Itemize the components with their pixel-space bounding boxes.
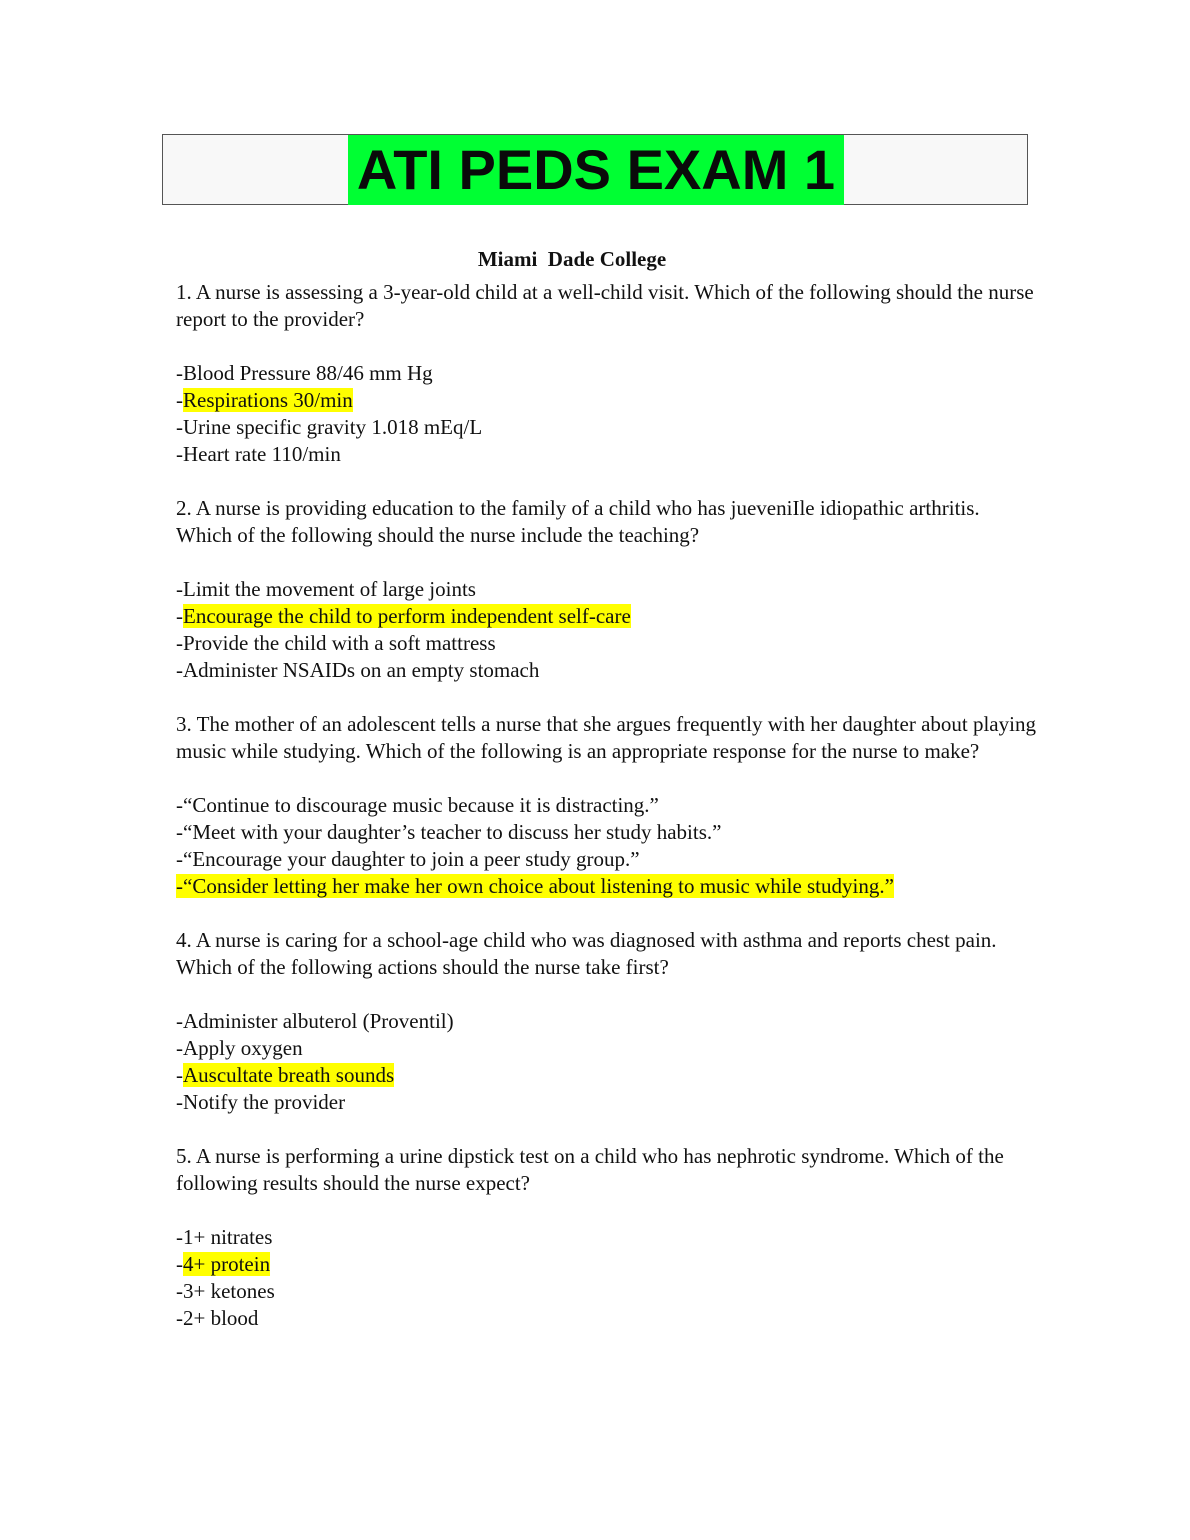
- option-text: 1+ nitrates: [183, 1225, 273, 1249]
- option-dash: -: [176, 1279, 183, 1303]
- correct-answer-option: [176, 1251, 1036, 1278]
- question-prompt: 1. A nurse is assessing a 3-year-old child at a well-child visit. Which of the following should the nurse report to the provider?: [176, 280, 1034, 331]
- option-dash: -: [176, 388, 183, 412]
- option-dash: -: [176, 1225, 183, 1249]
- answer-option: [176, 576, 1036, 603]
- question-prompt: 2. A nurse is providing education to the family of a child who has jueveniIle idiopathic arthritis. Which of the following should the nurse include the teaching?: [176, 496, 980, 547]
- option-dash: -: [176, 1036, 183, 1060]
- college-name: Miami Dade College: [477, 247, 667, 271]
- option-dash: -: [176, 1009, 183, 1033]
- option-dash: -: [176, 1090, 183, 1114]
- option-dash: -: [176, 1306, 183, 1330]
- answer-options: [176, 360, 1036, 468]
- option-text: Administer NSAIDs on an empty stomach: [183, 658, 540, 682]
- option-dash: -: [176, 658, 183, 682]
- option-text: 2+ blood: [183, 1306, 259, 1330]
- option-text: Provide the child with a soft mattress: [183, 631, 496, 655]
- title-box: [162, 134, 1028, 205]
- option-dash: -: [176, 1063, 183, 1087]
- question-prompt: 4. A nurse is caring for a school-age child who was diagnosed with asthma and reports chest pain. Which of the following actions should the nurse take first?: [176, 928, 997, 979]
- option-text: “Continue to discourage music because it is distracting.”: [183, 793, 659, 817]
- option-text: Limit the movement of large joints: [183, 577, 476, 601]
- answer-option: [176, 1224, 1036, 1251]
- answer-options: [176, 576, 1036, 684]
- answer-options: [176, 1224, 1036, 1332]
- answer-option: [176, 792, 1036, 819]
- option-dash: -: [176, 415, 183, 439]
- question-list: [176, 279, 1036, 1359]
- option-text: 3+ ketones: [183, 1279, 275, 1303]
- option-dash: -: [176, 604, 183, 628]
- option-text: Auscultate breath sounds: [183, 1063, 395, 1087]
- option-dash: -: [176, 631, 183, 655]
- option-dash: -: [176, 820, 183, 844]
- answer-options: [176, 792, 1036, 900]
- option-text: Respirations 30/min: [183, 388, 353, 412]
- option-text: Notify the provider: [183, 1090, 346, 1114]
- answer-option: [176, 1035, 1036, 1062]
- option-text: Administer albuterol (Proventil): [183, 1009, 454, 1033]
- option-dash: -: [176, 361, 183, 385]
- question-prompt: 5. A nurse is performing a urine dipstick test on a child who has nephrotic syndrome. Which of the following results should the nurse expect?: [176, 1144, 1004, 1195]
- option-text: “Encourage your daughter to join a peer study group.”: [183, 847, 640, 871]
- answer-option: [176, 846, 1036, 873]
- answer-option: [176, 1278, 1036, 1305]
- answer-option: [176, 414, 1036, 441]
- correct-answer-option: [176, 1062, 1036, 1089]
- correct-answer-option: [176, 603, 1036, 630]
- document-title: ATI PEDS EXAM 1: [348, 135, 844, 205]
- answer-option: [176, 360, 1036, 387]
- answer-option: [176, 819, 1036, 846]
- option-text: “Consider letting her make her own choice about listening to music while studying.”: [183, 874, 894, 898]
- answer-option: [176, 1089, 1036, 1116]
- answer-options: [176, 1008, 1036, 1116]
- option-dash: -: [176, 1252, 183, 1276]
- correct-answer-option: [176, 387, 1036, 414]
- question-prompt: 3. The mother of an adolescent tells a nurse that she argues frequently with her daughter about playing music while studying. Which of the following is an appropriate response for the nurse to make?: [176, 712, 1036, 763]
- option-dash: -: [176, 874, 183, 898]
- option-text: Urine specific gravity 1.018 mEq/L: [183, 415, 483, 439]
- option-text: Heart rate 110/min: [183, 442, 341, 466]
- option-text: Apply oxygen: [183, 1036, 303, 1060]
- option-text: 4+ protein: [183, 1252, 271, 1276]
- option-text: Blood Pressure 88/46 mm Hg: [183, 361, 433, 385]
- answer-option: [176, 441, 1036, 468]
- option-dash: -: [176, 847, 183, 871]
- option-dash: -: [176, 442, 183, 466]
- option-dash: -: [176, 793, 183, 817]
- answer-option: [176, 657, 1036, 684]
- option-dash: -: [176, 577, 183, 601]
- answer-option: [176, 1008, 1036, 1035]
- option-text: Encourage the child to perform independent self-care: [183, 604, 631, 628]
- answer-option: [176, 630, 1036, 657]
- option-text: “Meet with your daughter’s teacher to discuss her study habits.”: [183, 820, 722, 844]
- answer-option: [176, 1305, 1036, 1332]
- correct-answer-option: [176, 873, 1036, 900]
